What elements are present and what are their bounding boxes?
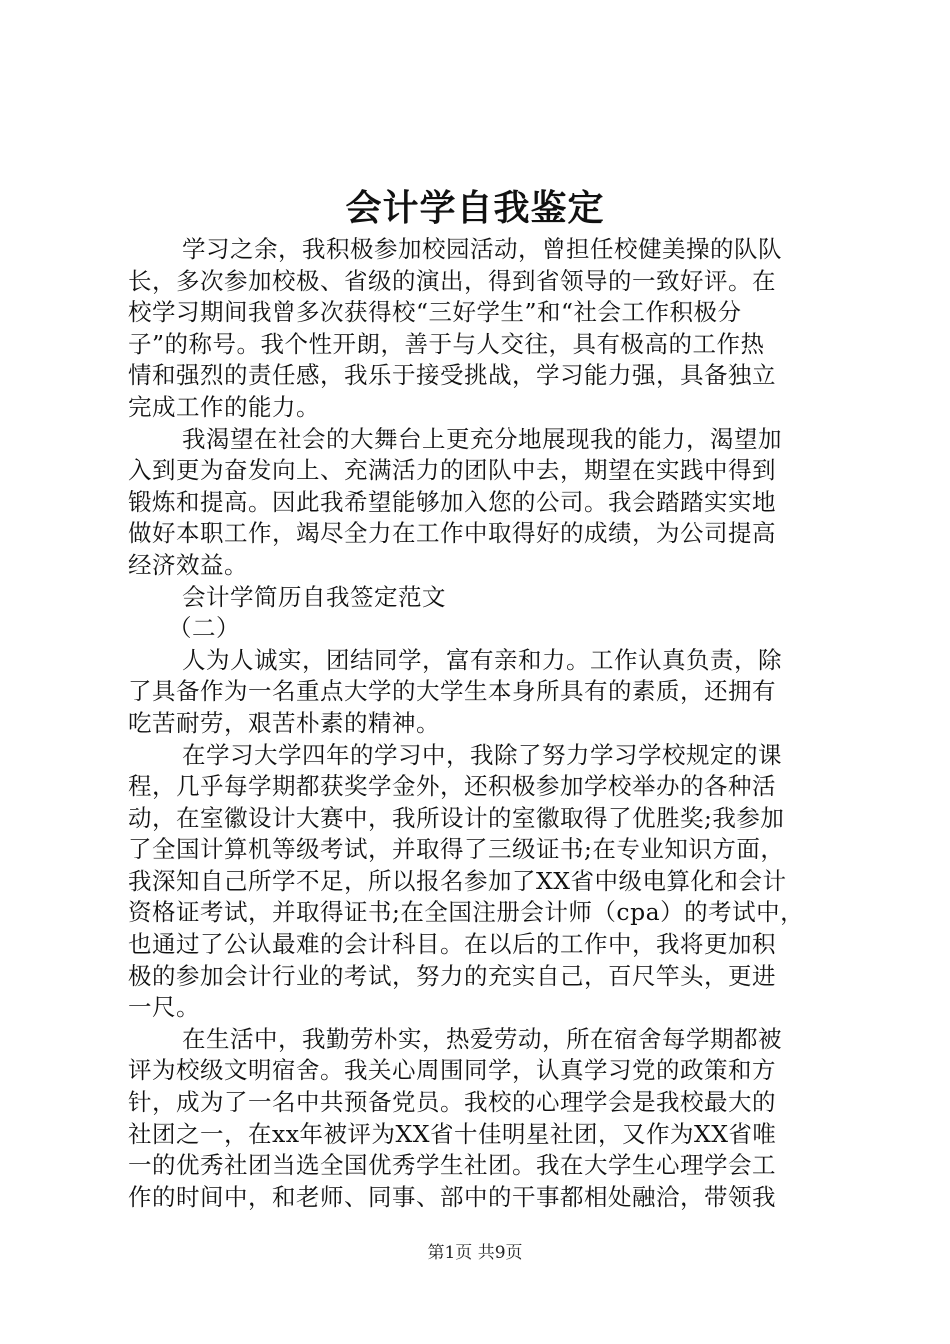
paragraph-line: 做好本职工作，竭尽全力在工作中取得好的成绩，为公司提高 <box>128 519 776 548</box>
paragraph-line: 在生活中，我勤劳朴实，热爱劳动，所在宿舍每学期都被 <box>182 1024 782 1053</box>
paragraph-line: 资格证考试，并取得证书;在全国注册会计师（cpa）的考试中， <box>128 898 805 927</box>
paragraph-line: 学习之余，我积极参加校园活动，曾担任校健美操的队队 <box>182 235 782 263</box>
paragraph-line: 校学习期间我曾多次获得校“三好学生”和“社会工作积极分 <box>128 298 742 327</box>
paragraph-line: 吃苦耐劳，艰苦朴素的精神。 <box>128 708 440 737</box>
paragraph-line: 作的时间中，和老师、同事、部中的干事都相处融洽，带领我 <box>128 1182 776 1211</box>
paragraph-line: 人为人诚实，团结同学，富有亲和力。工作认真负责，除 <box>182 645 782 674</box>
paragraph-line: 了全国计算机等级考试，并取得了三级证书;在专业知识方面， <box>128 835 785 864</box>
document-title: 会计学自我鉴定 <box>345 187 605 229</box>
paragraph-line: 程，几乎每学期都获奖学金外，还积极参加学校举办的各种活 <box>128 772 776 801</box>
paragraph-line: 入到更为奋发向上、充满活力的团队中去，期望在实践中得到 <box>128 456 776 485</box>
page-number-footer: 第1页 共9页 <box>427 1243 523 1263</box>
paragraph-line: 我深知自己所学不足，所以报名参加了XX省中级电算化和会计 <box>128 866 787 895</box>
section-heading: 会计学简历自我签定范文 <box>182 582 446 611</box>
paragraph-line: 锻炼和提高。因此我希望能够加入您的公司。我会踏踏实实地 <box>128 487 776 516</box>
paragraph-line: 长，多次参加校极、省级的演出，得到省领导的一致好评。在 <box>128 266 776 295</box>
paragraph-line: 了具备作为一名重点大学的大学生本身所具有的素质，还拥有 <box>128 677 776 706</box>
paragraph-line: 针，成为了一名中共预备党员。我校的心理学会是我校最大的 <box>128 1088 776 1117</box>
paragraph-line: 情和强烈的责任感，我乐于接受挑战，学习能力强，具备独立 <box>128 361 776 390</box>
paragraph-line: 子”的称号。我个性开朗，善于与人交往，具有极高的工作热 <box>128 329 765 358</box>
paragraph-line: 社团之一，在xx年被评为XX省十佳明星社团，又作为XX省唯 <box>128 1119 777 1148</box>
paragraph-line: 评为校级文明宿舍。我关心周围同学，认真学习党的政策和方 <box>128 1056 776 1085</box>
paragraph-line: 我渴望在社会的大舞台上更充分地展现我的能力，渴望加 <box>182 424 782 453</box>
document-body <box>128 234 830 1213</box>
paragraph-line: 一尺。 <box>128 993 200 1022</box>
paragraph-line: 动，在室徽设计大赛中，我所设计的室徽取得了优胜奖;我参加 <box>128 803 785 832</box>
paragraph-line: 一的优秀社团当选全国优秀学生社团。我在大学生心理学会工 <box>128 1151 776 1180</box>
section-number: （二） <box>168 614 240 643</box>
paragraph-line: 完成工作的能力。 <box>128 392 320 421</box>
paragraph-line: 也通过了公认最难的会计科目。在以后的工作中，我将更加积 <box>128 930 776 959</box>
paragraph-line: 在学习大学四年的学习中，我除了努力学习学校规定的课 <box>182 740 782 769</box>
paragraph-line: 极的参加会计行业的考试，努力的充实自己，百尺竿头，更进 <box>128 961 776 990</box>
paragraph-line: 经济效益。 <box>128 550 248 579</box>
